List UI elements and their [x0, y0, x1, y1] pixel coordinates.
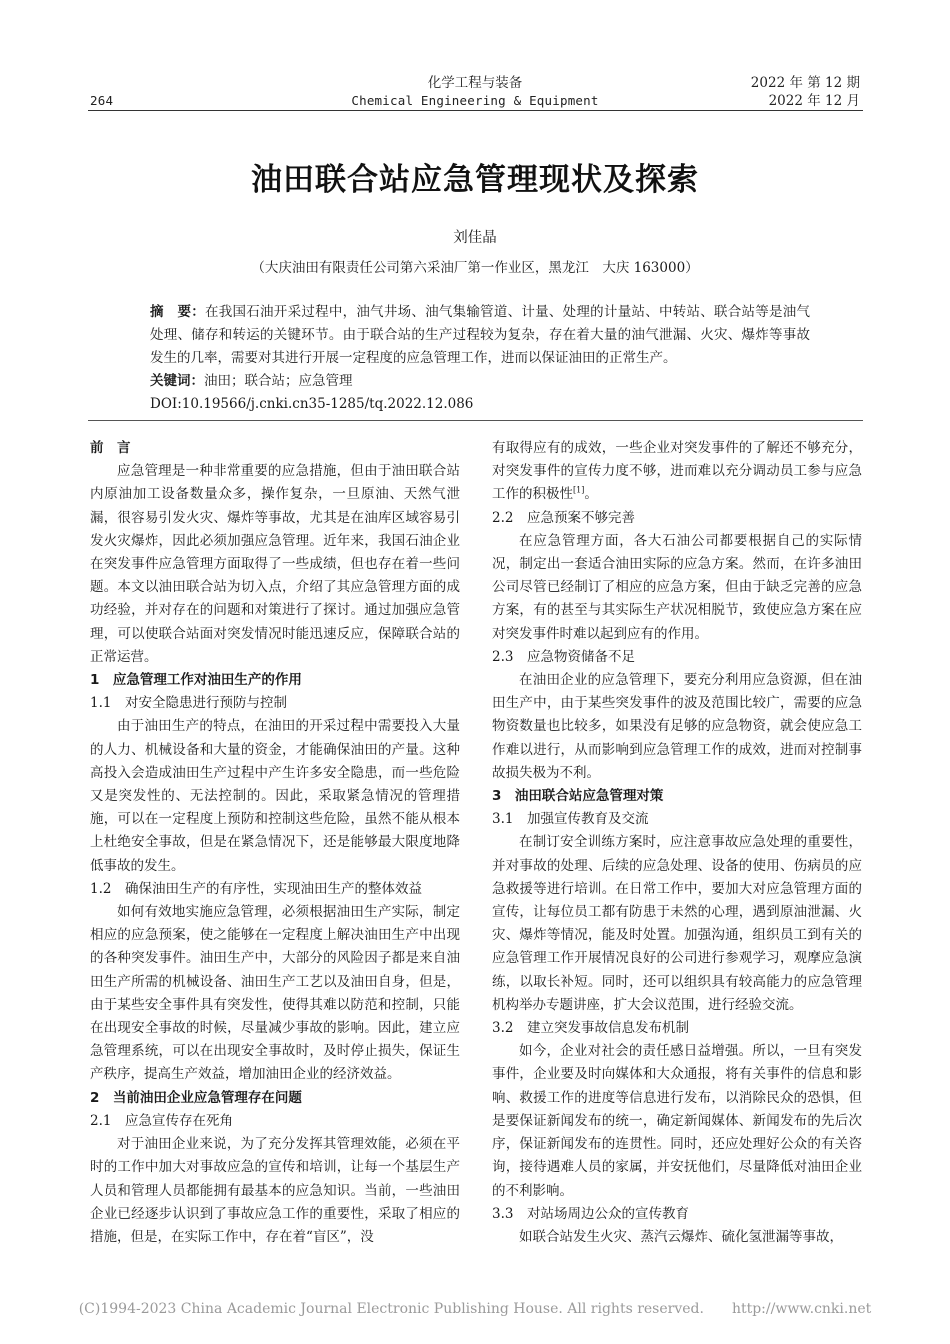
header-rule [88, 110, 863, 111]
subsection-1-1-heading: 1.1 对安全隐患进行预防与控制 [90, 695, 287, 712]
section-3-heading: 3 油田联合站应急管理对策 [492, 788, 664, 805]
journal-title-en: Chemical Engineering & Equipment [351, 93, 599, 108]
subsection-2-2-heading: 2.2 应急预案不够完善 [492, 509, 635, 526]
body-paragraph: 如联合站发生火灾、蒸汽云爆炸、硫化氢泄漏等事故， [519, 1228, 843, 1245]
body-column-right [492, 437, 862, 1249]
abstract-rule [88, 420, 863, 421]
doi: DOI:10.19566/j.cnki.cn35-1285/tq.2022.12.086 [150, 396, 474, 412]
body-paragraph: 应急管理是一种非常重要的应急措施，但由于油田联合站内原油加工设备数量众多，操作复杂，一旦原油、天然气泄漏，很容易引发火灾、爆炸等事故，尤其是在油库区域容易引发火灾爆炸，因此必须加强应急管理。近年来，我国石油企业在突发事件应急管理方面取得了一些成绩，但也存在着一些问题。本文以油田联合站为切入点，介绍了其应急管理方面的成功经验，并对存在的问题和对策进行了探讨。通过加强应急管理，可以使联合站面对突发情况时能迅速反应，保障联合站的正常运营。 [90, 463, 460, 665]
preface-heading: 前 言 [90, 440, 131, 456]
subsection-3-1-heading: 3.1 加强宣传教育及交流 [492, 811, 649, 828]
continued-text: 有取得应有的成效，一些企业对突发事件的了解还不够充分，对突发事件的宣传力度不够，进而难以充分调动员工参与应急工作的积极性 [492, 440, 862, 503]
abstract [150, 301, 810, 370]
abstract-block [150, 301, 810, 416]
copyright-footer: (C)1994-2023 China Academic Journal Electronic Publishing House. All rights reserved. http://www.cnki.net [78, 1301, 872, 1317]
issue-date: 2022 年 12 月 [768, 93, 860, 109]
subsection-2-1-heading: 2.1 应急宣传存在死角 [90, 1112, 233, 1129]
subsection-1-2-heading: 1.2 确保油田生产的有序性，实现油田生产的整体效益 [90, 880, 422, 897]
subsection-3-3-heading: 3.3 对站场周边公众的宣传教育 [492, 1205, 689, 1222]
citation-ref[interactable]: [1] [573, 485, 585, 495]
keywords-label: 关键词： [150, 373, 204, 389]
abstract-text: 在我国石油开采过程中，油气井场、油气集输管道、计量、处理的计量站、中转站、联合站等是油气处理、储存和转运的关键环节。由于联合站的生产过程较为复杂，存在着大量的油气泄漏、火灾、爆炸等事故发生的几率，需要对其进行开展一定程度的应急管理工作，进而以保证油田的正常生产。 [150, 304, 811, 366]
subsection-2-3-heading: 2.3 应急物资储备不足 [492, 648, 635, 665]
subsection-3-2-heading: 3.2 建立突发事故信息发布机制 [492, 1020, 689, 1037]
page-number: 264 [90, 93, 114, 108]
abstract-label: 摘 要： [150, 304, 206, 320]
author-affiliation: （大庆油田有限责任公司第六采油厂第一作业区，黑龙江 大庆 163000） [251, 260, 699, 276]
body-paragraph-continued [492, 437, 862, 507]
section-2-heading: 2 当前油田企业应急管理存在问题 [90, 1089, 302, 1106]
keywords-text: 油田；联合站；应急管理 [204, 373, 353, 389]
journal-title-cn: 化学工程与装备 [427, 75, 523, 91]
body-paragraph: 在制订安全训练方案时，应注意事故应急处理的重要性，并对事故的处理、后续的应急处理、设备的使用、伤病员的应急救援等进行培训。在日常工作中，要加大对应急管理方面的宣传，让每位员工都有防患于未然的心理，遇到原油泄漏、火灾、爆炸等情况，能及时处置。加强沟通，组织员工到有关的应急管理工作开展情况良好的公司进行参观学习，观摩应急演练，以取长补短。同时，还可以组织具有较高能力的应急管理机构举办专题讲座，扩大会议范围，进行经验交流。 [492, 834, 862, 1013]
section-1-heading: 1 应急管理工作对油田生产的作用 [90, 672, 302, 689]
issue-label: 2022 年 第 12 期 [750, 75, 860, 91]
author-name: 刘佳晶 [453, 230, 497, 246]
body-paragraph: 如今，企业对社会的责任感日益增强。所以，一旦有突发事件，企业要及时向媒体和大众通报，将有关事件的信息和影响、救援工作的进度等信息进行发布，以消除民众的恐惧，但是要保证新闻发布的统一，确定新闻媒体、新闻发布的先后次序，保证新闻发布的连贯性。同时，还应处理好公众的有关咨询，接待遇难人员的家属，并安抚他们，尽量降低对油田企业的不利影响。 [492, 1043, 862, 1199]
body-paragraph: 在应急管理方面，各大石油公司都要根据自己的实际情况，制定出一套适合油田实际的应急方案。然而，在许多油田公司尽管已经制订了相应的应急方案，但由于缺乏完善的应急方案，有的甚至与其实际生产状况相脱节，致使应急方案在应对突发事件时难以起到应有的作用。 [492, 532, 862, 642]
body-paragraph: 如何有效地实施应急管理，必须根据油田生产实际，制定相应的应急预案，使之能够在一定程度上解决油田生产中出现的各种突发事件。油田生产中，大部分的风险因子都是来自油田生产所需的机械设备、油田生产工艺以及油田自身，但是，由于某些安全事件具有突发性，使得其难以防范和控制，只能在出现安全事故的时候，尽量减少事故的影响。因此，建立应急管理系统，可以在出现安全事故时，及时停止损失，保证生产秩序，提高生产效益，增加油田企业的经济效益。 [90, 904, 460, 1083]
keywords [150, 370, 810, 393]
body-paragraph: 由于油田生产的特点，在油田的开采过程中需要投入大量的人力、机械设备和大量的资金，才能确保油田的产量。这种高投入会造成油田生产过程中产生许多安全隐患，而一些危险又是突发性的、无法控制的。因此，采取紧急情况的管理措施，可以在一定程度上预防和控制这些危险，虽然不能从根本上杜绝安全事故，但是在紧急情况下，还是能够最大限度地降低事故的发生。 [90, 718, 460, 874]
body-paragraph: 在油田企业的应急管理下，要充分利用应急资源，但在油田生产中，由于某些突发事件的波及范围比较广，需要的应急物资数量也比较多，如果没有足够的应急物资，就会使应急工作难以进行，从而影响到应急管理工作的成效，进而对控制事故损失极为不利。 [492, 672, 862, 781]
continued-text-end: 。 [584, 486, 598, 503]
article-title: 油田联合站应急管理现状及探索 [251, 162, 699, 198]
body-column-left [90, 437, 460, 1249]
body-paragraph: 对于油田企业来说，为了充分发挥其管理效能，必须在平时的工作中加大对事故应急的宣传和培训，让每一个基层生产人员和管理人员都能拥有最基本的应急知识。当前，一些油田企业已经逐步认识到了事故应急工作的重要性，采取了相应的措施，但是，在实际工作中，存在着“盲区”，没 [90, 1136, 460, 1245]
